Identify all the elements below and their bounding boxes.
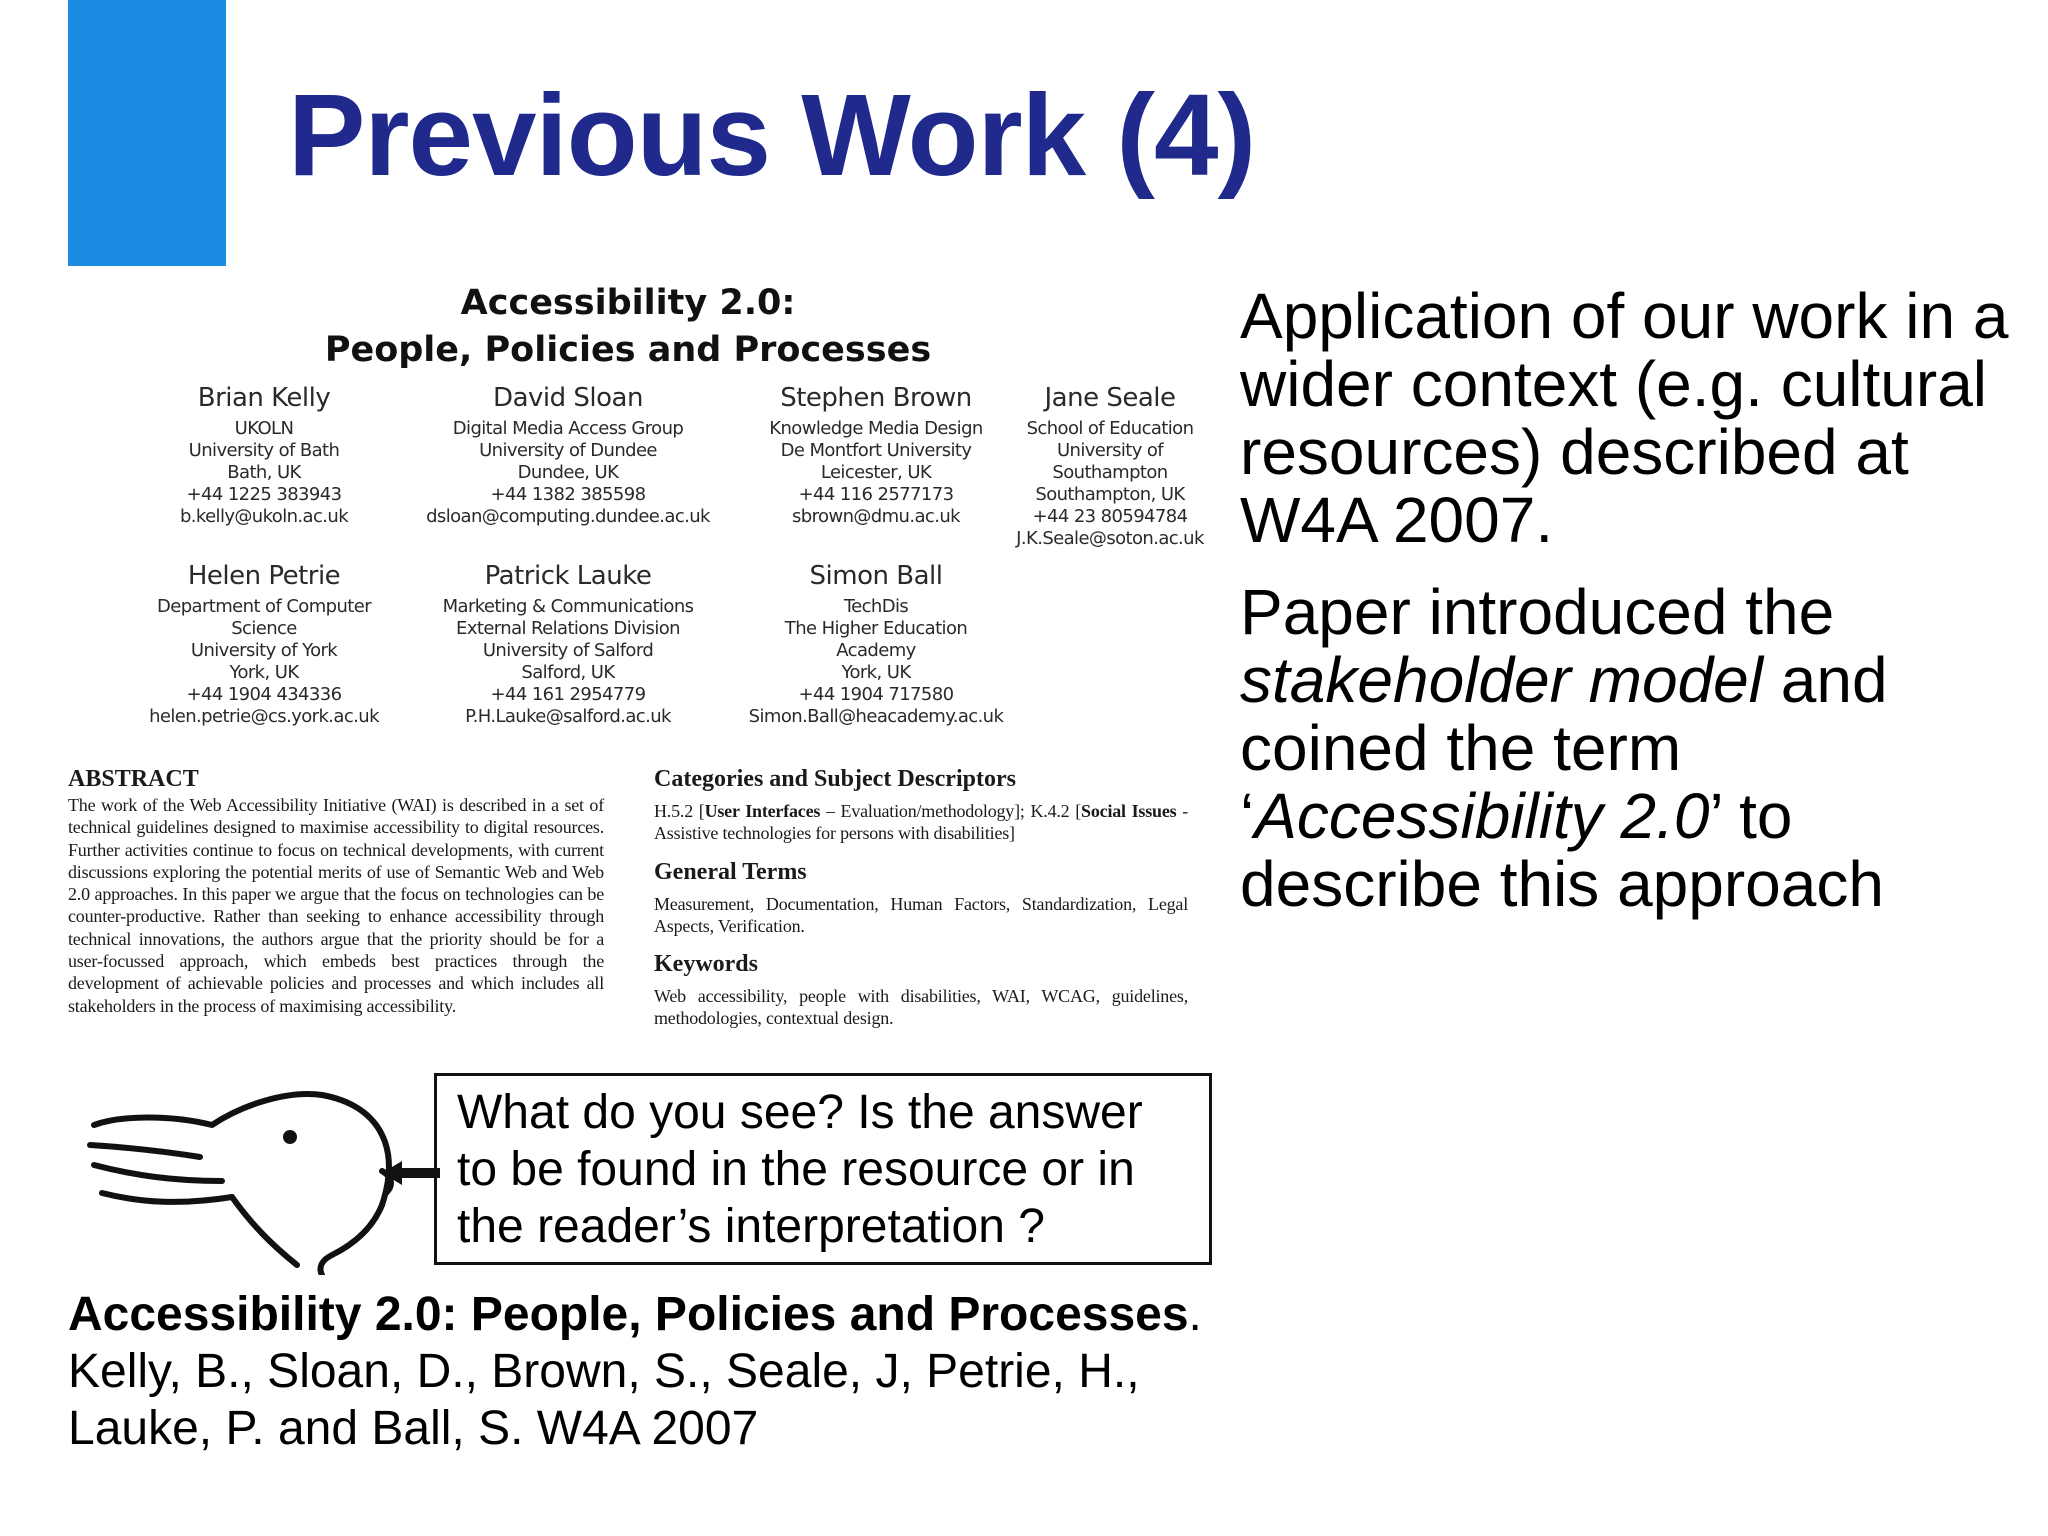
author-card — [990, 378, 1230, 550]
author-phone: +44 161 2954779 — [490, 684, 646, 705]
author-email: J.K.Seale@soton.ac.uk — [1016, 528, 1204, 549]
author-affiliation-line: Academy — [836, 640, 916, 661]
author-card — [104, 556, 424, 728]
slide-bullets — [1240, 282, 2040, 942]
author-affiliation-line: Southampton, UK — [1035, 484, 1185, 505]
author-card — [104, 378, 424, 528]
author-phone: +44 1904 434336 — [186, 684, 342, 705]
metadata-section — [654, 764, 1188, 1030]
general-terms-heading: General Terms — [654, 858, 807, 885]
author-phone: +44 1225 383943 — [186, 484, 342, 505]
author-affiliation-line: York, UK — [841, 662, 911, 683]
author-name: Helen Petrie — [187, 561, 341, 591]
reference-citation — [68, 1286, 1408, 1457]
slide-title: Previous Work (4) — [288, 70, 1256, 200]
general-terms-text: Measurement, Documentation, Human Factors, Standardization, Legal Aspects, Verification. — [654, 893, 1188, 936]
author-affiliation-line: The Higher Education — [784, 618, 968, 639]
author-email: P.H.Lauke@salford.ac.uk — [465, 706, 671, 727]
author-affiliation-line: De Montfort University — [780, 440, 972, 461]
author-affiliation-line: University of Dundee — [479, 440, 657, 461]
abstract-text: The work of the Web Accessibility Initiative (WAI) is described in a set of technical guidelines designed to maximise accessibility to digital resources. Further activities continue to focus on technical developments, with current discussions exploring the potential merits of use of Semantic Web and Web 2.0 approaches. In this paper we argue that the focus on technologies can be counter-productive. Rather than seeking to enhance accessibility through technical innovations, the authors argue that the priority should be for a user-focussed approach, which embeds best practices through the development of achievable policies and processes and which includes all stakeholders in the process of maximising accessibility. — [68, 795, 604, 1016]
author-affiliation-line: Knowledge Media Design — [769, 418, 983, 439]
author-name: Patrick Lauke — [484, 561, 652, 591]
author-email: helen.petrie@cs.york.ac.uk — [149, 706, 379, 727]
author-card — [716, 378, 1036, 528]
abstract-section — [68, 764, 604, 1017]
author-affiliation-line: University of Bath — [188, 440, 340, 461]
author-affiliation-line: Marketing & Communications — [442, 596, 694, 617]
abstract-heading: ABSTRACT — [68, 766, 199, 792]
author-affiliation-line: TechDis — [843, 596, 909, 617]
author-phone: +44 1382 385598 — [490, 484, 646, 505]
paper-title-line1: Accessibility 2.0: — [460, 283, 796, 323]
reference-authors-line: Lauke, P. and Ball, S. W4A 2007 — [68, 1402, 759, 1455]
author-affiliation-line: University of York — [190, 640, 338, 661]
author-phone: +44 23 80594784 — [1032, 506, 1188, 527]
author-email: dsloan@computing.dundee.ac.uk — [426, 506, 710, 527]
author-affiliation-line: UKOLN — [234, 418, 294, 439]
author-affiliation-line: Southampton — [1052, 462, 1168, 483]
reference-title: Accessibility 2.0: People, Policies and Processes — [68, 1288, 1189, 1341]
accent-bar — [68, 0, 226, 266]
bullet-item: Application of our work in a wider context (e.g. cultural resources) described at W4A 2007. — [1240, 280, 2009, 556]
keywords-text: Web accessibility, people with disabilities, WAI, WCAG, guidelines, methodologies, contextual design. — [654, 986, 1188, 1029]
author-name: Stephen Brown — [780, 383, 972, 413]
eye-icon — [283, 1130, 297, 1144]
author-affiliation-line: Department of Computer — [157, 596, 371, 617]
author-affiliation-line: Science — [231, 618, 297, 639]
author-affiliation-line: University of Salford — [482, 640, 654, 661]
author-card — [716, 556, 1036, 728]
reference-title-line: Accessibility 2.0: People, Policies and Processes. — [68, 1288, 1202, 1341]
author-name: Jane Seale — [1044, 383, 1176, 413]
author-name: Simon Ball — [809, 561, 943, 591]
author-affiliation-line: Leicester, UK — [820, 462, 932, 483]
author-phone: +44 116 2577173 — [798, 484, 954, 505]
author-affiliation-line: York, UK — [229, 662, 299, 683]
author-card — [408, 378, 728, 528]
author-affiliation-line: Dundee, UK — [517, 462, 619, 483]
author-card — [408, 556, 728, 728]
author-name: Brian Kelly — [197, 383, 331, 413]
author-affiliation-line: External Relations Division — [456, 618, 680, 639]
question-box: What do you see? Is the answer to be found in the resource or in the reader’s interpretation ? — [434, 1073, 1212, 1265]
paper-title — [68, 280, 1188, 374]
paper-title-line2: People, Policies and Processes — [324, 330, 932, 370]
author-phone: +44 1904 717580 — [798, 684, 954, 705]
author-email: sbrown@dmu.ac.uk — [792, 506, 960, 527]
paper-excerpt — [68, 278, 1216, 1078]
author-affiliation-line: Digital Media Access Group — [452, 418, 684, 439]
bullet-item: Paper introduced the stakeholder model and coined the term ‘Accessibility 2.0’ to describe this approach — [1240, 576, 1888, 920]
author-email: b.kelly@ukoln.ac.uk — [179, 506, 349, 527]
author-affiliation-line: Bath, UK — [227, 462, 301, 483]
author-affiliation-line: Salford, UK — [521, 662, 615, 683]
categories-text: H.5.2 [User Interfaces – Evaluation/methodology]; K.4.2 [Social Issues - Assistive technologies for persons with disabilities] — [654, 801, 1189, 844]
author-name: David Sloan — [493, 383, 643, 413]
duck-rabbit-illustration — [82, 1085, 442, 1275]
author-email: Simon.Ball@heacademy.ac.uk — [748, 706, 1004, 727]
reference-authors-line: Kelly, B., Sloan, D., Brown, S., Seale, J, Petrie, H., — [68, 1345, 1140, 1398]
keywords-heading: Keywords — [654, 951, 758, 978]
categories-heading: Categories and Subject Descriptors — [654, 766, 1016, 792]
author-affiliation-line: University of — [1056, 440, 1164, 461]
author-affiliation-line: School of Education — [1026, 418, 1194, 439]
